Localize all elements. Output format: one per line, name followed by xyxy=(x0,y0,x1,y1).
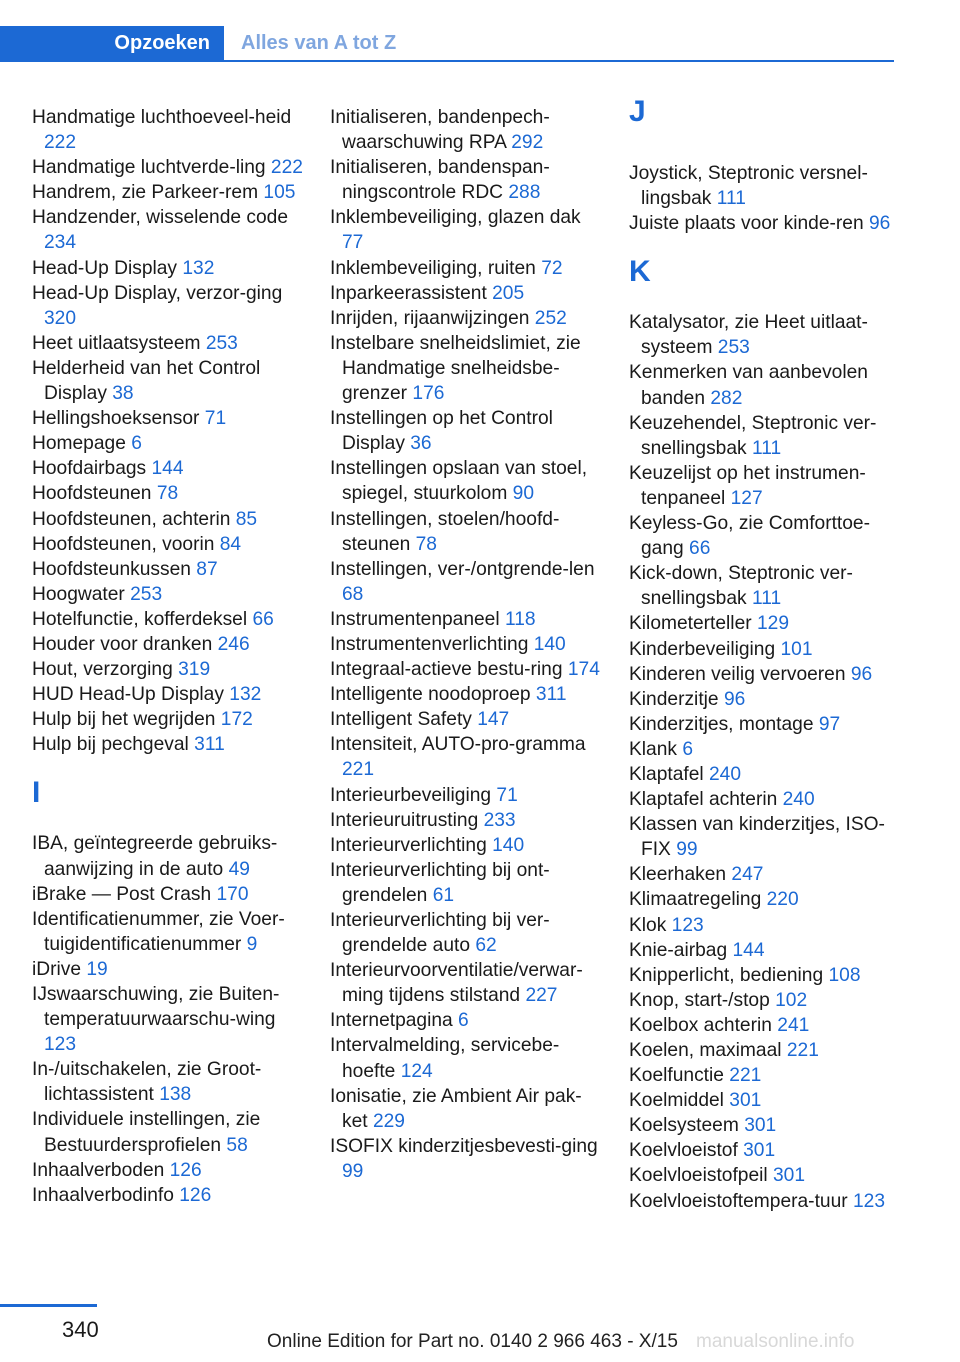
index-entry[interactable] xyxy=(330,155,606,205)
index-entry-term: Hoofdsteunkussen xyxy=(32,558,191,580)
index-entry-term: Kinderbeveiliging xyxy=(629,638,776,660)
index-entry-page-link[interactable]: 144 xyxy=(732,939,765,961)
index-entry[interactable] xyxy=(629,988,897,1013)
index-entry[interactable] xyxy=(629,461,897,511)
index-entry[interactable] xyxy=(32,657,304,682)
index-entry-page-link[interactable]: 84 xyxy=(219,533,242,555)
index-entry-term: Handmatige luchthoeveel-heid xyxy=(32,107,292,128)
index-entry-page-link[interactable]: 126 xyxy=(169,1159,202,1181)
index-entry-term: Handmatige luchtverde-ling xyxy=(32,157,266,179)
tab-opzoeken[interactable]: Opzoeken xyxy=(0,26,224,60)
index-entry[interactable] xyxy=(330,507,606,557)
index-entry[interactable] xyxy=(330,707,606,732)
index-entry[interactable] xyxy=(32,732,304,757)
index-entry-page-link[interactable]: 49 xyxy=(228,858,250,880)
index-entry-term: Intelligente noodoproep xyxy=(330,684,531,706)
index-entry[interactable] xyxy=(330,833,606,858)
index-entry[interactable] xyxy=(629,787,897,812)
index-entry[interactable] xyxy=(32,507,304,532)
index-entry[interactable] xyxy=(330,657,606,682)
index-entry[interactable] xyxy=(32,682,304,707)
index-entry-page-link[interactable]: 174 xyxy=(567,659,600,681)
index-entry[interactable] xyxy=(32,180,304,205)
index-entry-page-link[interactable]: 87 xyxy=(196,558,218,580)
index-entry[interactable] xyxy=(32,882,304,907)
index-entry-term: Knie-airbag xyxy=(629,939,728,961)
index-entry-page-link[interactable]: 319 xyxy=(178,659,211,681)
index-entry-page-link[interactable]: 222 xyxy=(270,157,303,179)
index-entry-term: Hoogwater xyxy=(32,583,125,605)
index-entry-page-link[interactable]: 301 xyxy=(729,1090,762,1112)
index-entry[interactable] xyxy=(330,783,606,808)
index-entry[interactable] xyxy=(32,532,304,557)
index-entry-term: IJswaarschuwing, zie Buiten-temperatuurwaarschu-wing xyxy=(32,984,280,1031)
index-entry[interactable] xyxy=(629,887,897,912)
index-entry[interactable] xyxy=(629,737,897,762)
index-entry-page-link[interactable]: 144 xyxy=(151,458,184,480)
index-entry-page-link[interactable]: 205 xyxy=(492,282,525,304)
index-entry[interactable] xyxy=(32,557,304,582)
index-entry-term: Klaptafel xyxy=(629,763,704,785)
index-entry-page-link[interactable]: 311 xyxy=(535,684,567,706)
index-entry-term: Klank xyxy=(629,738,677,760)
index-entry-page-link[interactable]: 229 xyxy=(372,1110,405,1132)
index-entry-term: Inhaalverbodinfo xyxy=(32,1184,174,1206)
index-entry[interactable] xyxy=(32,582,304,607)
index-entry-term: Interieurverlichting bij ont-grendelen xyxy=(330,859,550,906)
index-entry-page-link[interactable]: 77 xyxy=(342,232,364,254)
index-entry-term: Koelfunctie xyxy=(629,1065,724,1087)
index-entry-term: Hoofdsteunen xyxy=(32,483,152,505)
footer-edition-text: Online Edition for Part no. 0140 2 966 463 - X/15 xyxy=(267,1331,678,1352)
index-entry-term: Instrumentenpaneel xyxy=(330,608,500,630)
index-entry-term: Inhaalverboden xyxy=(32,1159,165,1181)
index-entry-term: Inparkeerassistent xyxy=(330,282,487,304)
section-tab-bar xyxy=(0,26,894,62)
index-entry-term: Head-Up Display, verzor-ging xyxy=(32,282,283,304)
index-entry-term: Instrumentenverlichting xyxy=(330,633,529,655)
index-entry[interactable] xyxy=(629,1138,897,1163)
index-entry-page-link[interactable]: 220 xyxy=(766,889,799,911)
watermark: manualsonline.info xyxy=(696,1331,855,1352)
index-entry-term: Kick-down, Steptronic ver-snellingsbak xyxy=(629,563,853,610)
index-entry-term: Handzender, wisselende code xyxy=(32,207,289,229)
index-entry[interactable] xyxy=(629,161,897,211)
index-entry-page-link[interactable]: 97 xyxy=(818,713,841,735)
index-entry-term: Koelbox achterin xyxy=(629,1014,772,1036)
index-entry[interactable] xyxy=(330,105,606,155)
index-entry[interactable] xyxy=(629,611,897,636)
index-entry[interactable] xyxy=(330,456,606,506)
index-entry-page-link[interactable]: 126 xyxy=(179,1184,212,1206)
index-entry[interactable] xyxy=(330,1033,606,1083)
index-entry-page-link[interactable]: 36 xyxy=(410,433,432,455)
tab-alles-van-a-tot-z[interactable]: Alles van A tot Z xyxy=(241,31,397,54)
index-entry-page-link[interactable]: 123 xyxy=(44,1034,77,1056)
index-entry-page-link[interactable]: 252 xyxy=(534,307,567,329)
footer-rule xyxy=(0,1304,97,1307)
index-entry[interactable] xyxy=(32,1107,304,1157)
index-entry-page-link[interactable]: 102 xyxy=(775,989,808,1011)
index-entry-term: Intensiteit, AUTO-pro-gramma xyxy=(330,734,586,756)
index-entry-term: HUD Head-Up Display xyxy=(32,684,224,706)
index-entry[interactable] xyxy=(32,957,304,982)
index-entry-term: Handrem, zie Parkeer-rem xyxy=(32,182,259,204)
index-entry[interactable] xyxy=(32,256,304,281)
index-entry[interactable] xyxy=(330,406,606,456)
index-entry-page-link[interactable]: 101 xyxy=(780,638,813,660)
index-entry-page-link[interactable]: 240 xyxy=(709,763,742,785)
index-entry-term: Ionisatie, zie Ambient Air pak-ket xyxy=(330,1085,582,1132)
index-entry[interactable] xyxy=(629,511,897,561)
index-entry-term: Kinderzitje xyxy=(629,688,719,710)
index-entry-term: Interieurvoorventilatie/verwar-ming tijdens stilstand xyxy=(330,960,583,1007)
index-entry[interactable] xyxy=(330,1134,606,1184)
index-entry-page-link[interactable]: 71 xyxy=(496,784,518,806)
index-entry-term: Kinderen veilig vervoeren xyxy=(629,663,846,685)
index-entry[interactable] xyxy=(629,963,897,988)
index-entry[interactable] xyxy=(330,958,606,1008)
index-entry-term: Initialiseren, bandenspan-ningscontrole RDC xyxy=(330,157,550,204)
index-entry[interactable] xyxy=(629,712,897,737)
index-entry-term: Keuzelijst op het instrumen-tenpaneel xyxy=(629,462,866,509)
index-entry-term: Inrijden, rijaanwijzingen xyxy=(330,307,530,329)
index-entry-page-link[interactable]: 253 xyxy=(130,583,163,605)
index-entry[interactable] xyxy=(330,331,606,406)
index-entry-term: Instellingen opslaan van stoel, spiegel, stuurkolom xyxy=(330,458,588,505)
index-entry-page-link[interactable]: 253 xyxy=(205,332,238,354)
index-entry-page-link[interactable]: 301 xyxy=(743,1140,776,1162)
index-entry-term: Hulp bij het wegrijden xyxy=(32,709,216,731)
index-entry-page-link[interactable]: 138 xyxy=(159,1084,192,1106)
index-entry[interactable] xyxy=(32,632,304,657)
index-entry-term: Intelligent Safety xyxy=(330,709,472,731)
index-entry[interactable] xyxy=(330,908,606,958)
index-entry-page-link[interactable]: 6 xyxy=(131,433,142,455)
index-letter-heading: K xyxy=(629,255,651,289)
index-entry[interactable] xyxy=(32,1183,304,1208)
index-entry[interactable] xyxy=(629,637,897,662)
index-entry-term: Heet uitlaatsysteem xyxy=(32,332,201,354)
index-entry-page-link[interactable]: 132 xyxy=(229,684,262,706)
index-entry-page-link[interactable]: 111 xyxy=(751,437,782,459)
index-entry[interactable] xyxy=(330,607,606,632)
index-entry-page-link[interactable]: 38 xyxy=(112,383,134,405)
index-entry-page-link[interactable]: 288 xyxy=(508,182,541,204)
index-entry[interactable] xyxy=(32,607,304,632)
index-entry[interactable] xyxy=(629,1063,897,1088)
index-entry[interactable] xyxy=(32,1057,304,1107)
index-entry-term: Integraal-actieve bestu-ring xyxy=(330,659,563,681)
index-entry-term: Instellingen, ver-/ontgrende-len xyxy=(330,558,595,580)
index-entry-term: Joystick, Steptronic versnel-lingsbak xyxy=(629,163,868,210)
index-entry-page-link[interactable]: 58 xyxy=(226,1134,248,1156)
index-entry-page-link[interactable]: 6 xyxy=(458,1010,469,1032)
index-entry[interactable] xyxy=(629,1038,897,1063)
index-entry[interactable] xyxy=(32,105,304,155)
index-entry-page-link[interactable]: 140 xyxy=(533,633,566,655)
index-entry-page-link[interactable]: 127 xyxy=(730,487,763,509)
index-entry-page-link[interactable]: 19 xyxy=(86,958,108,980)
index-entry-page-link[interactable]: 129 xyxy=(756,613,789,635)
index-entry[interactable] xyxy=(629,687,897,712)
index-entry-term: Koelen, maximaal xyxy=(629,1040,782,1061)
index-entry[interactable] xyxy=(32,831,304,881)
index-entry-page-link[interactable]: 66 xyxy=(689,538,711,560)
index-entry[interactable] xyxy=(330,306,606,331)
index-entry-page-link[interactable]: 90 xyxy=(512,483,534,505)
index-entry-term: iBrake — Post Crash xyxy=(32,883,212,905)
index-entry[interactable] xyxy=(629,211,897,236)
index-entry-page-link[interactable]: 111 xyxy=(751,588,782,610)
index-entry-page-link[interactable]: 123 xyxy=(852,1190,885,1212)
index-entry-term: Helderheid van het Control Display xyxy=(32,357,261,405)
index-entry-page-link[interactable]: 301 xyxy=(744,1115,777,1137)
index-entry-term: Interieurverlichting bij ver-grendelde auto xyxy=(330,910,550,957)
index-entry-term: Instellingen, stoelen/hoofd-steunen xyxy=(330,508,560,555)
index-letter-heading: J xyxy=(629,95,646,128)
index-entry-page-link[interactable]: 96 xyxy=(723,688,746,710)
index-entry-term: Kinderzitjes, montage xyxy=(629,713,814,735)
index-entry-term: Identificatienummer, zie Voer-tuigidentificatienummer xyxy=(32,908,285,955)
index-entry-page-link[interactable]: 172 xyxy=(220,709,253,731)
index-entry[interactable] xyxy=(330,205,606,255)
index-entry[interactable] xyxy=(629,812,897,862)
index-entry[interactable] xyxy=(32,982,304,1057)
index-entry-term: Juiste plaats voor kinde-ren xyxy=(629,213,864,235)
index-entry[interactable] xyxy=(32,481,304,506)
index-entry-term: Hout, verzorging xyxy=(32,659,173,681)
index-entry[interactable] xyxy=(330,1008,606,1033)
index-entry-term: Head-Up Display xyxy=(32,257,178,279)
index-entry-term: Internetpagina xyxy=(330,1010,453,1032)
index-entry-term: Kleerhaken xyxy=(629,864,727,886)
index-entry-term: Kilometerteller xyxy=(629,613,752,635)
index-entry-page-link[interactable]: 246 xyxy=(217,633,250,655)
index-entry-term: Houder voor dranken xyxy=(32,633,213,655)
index-entry[interactable] xyxy=(629,411,897,461)
index-entry-page-link[interactable]: 111 xyxy=(716,188,746,210)
index-entry[interactable] xyxy=(330,858,606,908)
index-entry-page-link[interactable]: 234 xyxy=(44,232,77,254)
index-entry-term: In-/uitschakelen, zie Groot-lichtassistent xyxy=(32,1059,262,1106)
index-entry[interactable] xyxy=(330,632,606,657)
index-entry-term: IBA, geïntegreerde gebruiks-aanwijzing in de auto xyxy=(32,833,278,880)
index-entry-page-link[interactable]: 72 xyxy=(541,257,563,279)
index-entry-term: iDrive xyxy=(32,958,82,980)
index-entry-term: Homepage xyxy=(32,433,126,455)
index-entry-page-link[interactable]: 71 xyxy=(204,408,227,430)
index-entry-page-link[interactable]: 68 xyxy=(342,583,364,605)
index-entry-page-link[interactable]: 222 xyxy=(44,132,77,154)
index-entry-term: Inklembeveiliging, glazen dak xyxy=(330,207,581,229)
index-column-3 xyxy=(629,95,897,1214)
index-entry-term: Initialiseren, bandenpech-waarschuwing RPA xyxy=(330,107,550,154)
index-entry-term: Keyless-Go, zie Comforttoe-gang xyxy=(629,513,870,560)
index-entry[interactable] xyxy=(629,1163,897,1188)
index-entry[interactable] xyxy=(629,1113,897,1138)
index-entry[interactable] xyxy=(32,281,304,331)
index-entry-page-link[interactable]: 221 xyxy=(786,1040,819,1061)
index-entry[interactable] xyxy=(629,662,897,687)
index-entry-term: Koelmiddel xyxy=(629,1090,724,1112)
index-entry[interactable] xyxy=(32,456,304,481)
index-entry-page-link[interactable]: 241 xyxy=(777,1014,810,1036)
index-entry-page-link[interactable]: 62 xyxy=(475,935,497,957)
index-entry[interactable] xyxy=(32,331,304,356)
index-entry-page-link[interactable]: 311 xyxy=(194,734,225,756)
index-entry-page-link[interactable]: 233 xyxy=(483,809,516,831)
index-entry-page-link[interactable]: 247 xyxy=(731,864,764,886)
index-entry-page-link[interactable]: 240 xyxy=(782,789,815,811)
index-entry-term: Instellingen op het Control Display xyxy=(330,408,553,455)
index-entry-page-link[interactable]: 66 xyxy=(252,608,274,630)
index-entry-page-link[interactable]: 123 xyxy=(671,914,704,936)
index-entry[interactable] xyxy=(330,682,606,707)
index-entry-term: Kenmerken van aanbevolen banden xyxy=(629,362,868,409)
index-entry-page-link[interactable]: 221 xyxy=(342,759,375,781)
index-entry-term: Klimaatregeling xyxy=(629,889,762,911)
index-entry-term: Keuzehendel, Steptronic ver-snellingsbak xyxy=(629,412,877,459)
index-entry-term: Interieurbeveiliging xyxy=(330,784,492,806)
index-entry[interactable] xyxy=(330,256,606,281)
index-entry-term: Intervalmelding, servicebe-hoefte xyxy=(330,1035,560,1082)
index-entry[interactable] xyxy=(629,913,897,938)
index-entry-page-link[interactable]: 124 xyxy=(400,1060,433,1082)
index-entry-term: Koelvloeistofpeil xyxy=(629,1165,768,1187)
index-entry[interactable] xyxy=(629,360,897,410)
index-entry[interactable] xyxy=(629,310,897,360)
index-entry-page-link[interactable]: 282 xyxy=(710,387,743,409)
index-entry[interactable] xyxy=(629,561,897,611)
index-entry-page-link[interactable]: 78 xyxy=(156,483,179,505)
index-entry-term: Knop, start-/stop xyxy=(629,989,770,1011)
index-entry-page-link[interactable]: 118 xyxy=(504,608,536,630)
index-column-1 xyxy=(32,105,304,1208)
index-entry-term: Interieuruitrusting xyxy=(330,809,479,831)
index-letter-heading: I xyxy=(32,776,41,810)
index-entry-term: Hoofdsteunen, voorin xyxy=(32,533,215,555)
index-entry[interactable] xyxy=(330,557,606,607)
index-entry-page-link[interactable]: 221 xyxy=(729,1065,762,1087)
index-entry-page-link[interactable]: 9 xyxy=(246,933,258,955)
index-entry[interactable] xyxy=(629,762,897,787)
index-entry-term: Hellingshoeksensor xyxy=(32,408,200,430)
index-entry[interactable] xyxy=(629,1189,897,1214)
index-entry-term: Klaptafel achterin xyxy=(629,789,778,811)
index-entry-term: Klassen van kinderzitjes, ISO-FIX xyxy=(629,814,885,861)
index-entry[interactable] xyxy=(32,907,304,957)
index-entry-page-link[interactable]: 176 xyxy=(412,383,445,405)
index-entry-page-link[interactable]: 227 xyxy=(525,985,558,1007)
index-entry-page-link[interactable]: 170 xyxy=(216,883,249,905)
index-entry[interactable] xyxy=(330,1084,606,1134)
index-entry[interactable] xyxy=(629,862,897,887)
index-entry-page-link[interactable]: 108 xyxy=(828,964,861,986)
index-entry-term: Hulp bij pechgeval xyxy=(32,734,189,756)
index-entry[interactable] xyxy=(32,707,304,732)
index-entry-term: Hoofdairbags xyxy=(32,458,147,480)
index-entry-term: ISOFIX kinderzitjesbevesti-ging xyxy=(330,1135,598,1157)
index-entry-page-link[interactable]: 140 xyxy=(492,834,525,856)
index-entry[interactable] xyxy=(32,205,304,255)
index-entry[interactable] xyxy=(629,938,897,963)
index-entry[interactable] xyxy=(629,1013,897,1038)
index-column-2 xyxy=(330,105,606,1184)
index-entry-term: Koelsysteem xyxy=(629,1115,739,1137)
index-entry-page-link[interactable]: 78 xyxy=(415,533,437,555)
index-entry[interactable] xyxy=(32,431,304,456)
index-entry[interactable] xyxy=(330,732,606,782)
index-entry[interactable] xyxy=(32,406,304,431)
index-entry-page-link[interactable]: 132 xyxy=(182,257,215,279)
index-entry[interactable] xyxy=(330,281,606,306)
index-entry-page-link[interactable]: 320 xyxy=(44,307,77,329)
index-entry[interactable] xyxy=(32,356,304,406)
index-entry-page-link[interactable]: 99 xyxy=(676,839,698,861)
index-entry-term: Instelbare snelheidslimiet, zie Handmatige snelheidsbe-grenzer xyxy=(330,332,581,405)
index-entry-term: Inklembeveiliging, ruiten xyxy=(330,257,536,279)
index-entry[interactable] xyxy=(330,808,606,833)
index-entry-page-link[interactable]: 292 xyxy=(511,132,544,154)
index-entry-term: Knipperlicht, bediening xyxy=(629,964,824,986)
index-entry-page-link[interactable]: 99 xyxy=(342,1160,364,1182)
index-entry-term: Individuele instellingen, zie Bestuurdersprofielen xyxy=(32,1109,261,1156)
index-entry-term: Hoofdsteunen, achterin xyxy=(32,508,231,530)
index-entry-page-link[interactable]: 105 xyxy=(263,182,296,204)
index-entry-page-link[interactable]: 253 xyxy=(717,337,750,359)
index-entry-page-link[interactable]: 85 xyxy=(235,508,258,530)
index-entry[interactable] xyxy=(32,1158,304,1183)
index-entry-page-link[interactable]: 61 xyxy=(432,884,455,906)
index-entry-term: Interieurverlichting xyxy=(330,834,487,856)
index-entry-page-link[interactable]: 6 xyxy=(682,738,694,760)
index-entry-term: Klok xyxy=(629,914,667,936)
page-number: 340 xyxy=(62,1317,99,1342)
index-entry-term: Koelvloeistoftempera-tuur xyxy=(629,1190,848,1212)
index-entry[interactable] xyxy=(32,155,304,180)
index-entry-term: Koelvloeistof xyxy=(629,1140,738,1162)
index-entry-page-link[interactable]: 96 xyxy=(850,663,873,685)
index-entry-page-link[interactable]: 96 xyxy=(868,213,891,235)
index-entry-term: Hotelfunctie, kofferdeksel xyxy=(32,608,248,630)
index-entry-term: Katalysator, zie Heet uitlaat-systeem xyxy=(629,312,868,359)
index-entry-page-link[interactable]: 301 xyxy=(773,1165,806,1187)
index-entry[interactable] xyxy=(629,1088,897,1113)
index-entry-page-link[interactable]: 147 xyxy=(477,709,510,731)
